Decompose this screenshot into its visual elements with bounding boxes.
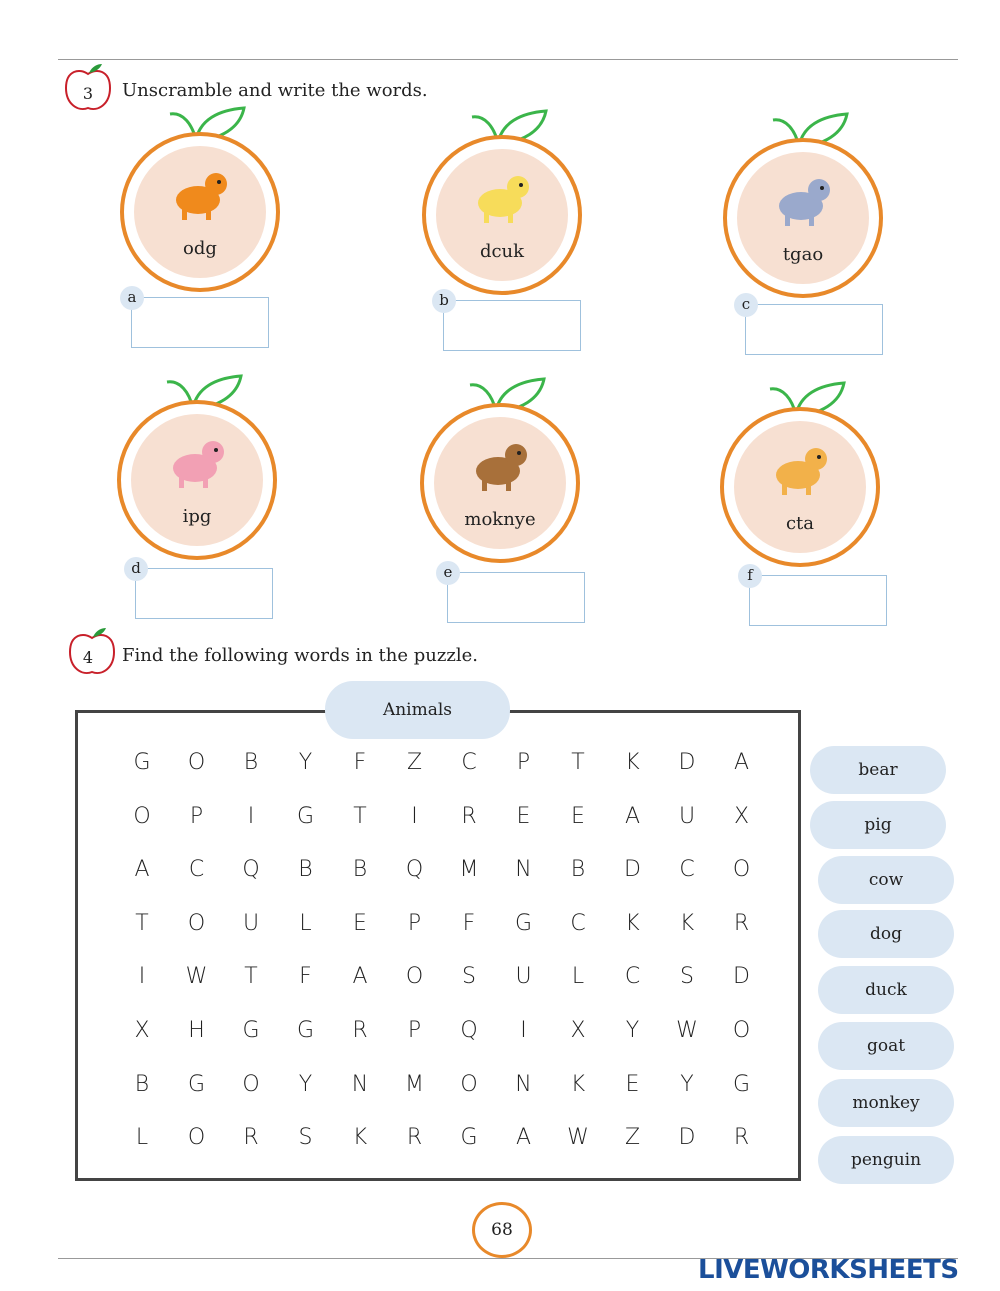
- grid-letter[interactable]: K: [679, 910, 695, 936]
- goat-icon: [773, 170, 833, 230]
- grid-letter[interactable]: O: [460, 1071, 478, 1097]
- duck-icon: [472, 167, 532, 227]
- answer-box-c[interactable]: [741, 295, 883, 355]
- grid-letter[interactable]: R: [243, 1125, 259, 1151]
- answer-label: b: [432, 289, 456, 313]
- grid-letter[interactable]: Z: [406, 750, 423, 775]
- grid-letter[interactable]: P: [189, 803, 204, 829]
- grid-letter[interactable]: B: [298, 857, 313, 883]
- animal-card: [120, 132, 280, 292]
- grid-letter[interactable]: G: [514, 910, 533, 936]
- scrambled-word: dcuk: [479, 241, 525, 262]
- grid-letter[interactable]: X: [134, 1018, 150, 1043]
- grid-letter[interactable]: E: [516, 803, 531, 829]
- grid-letter[interactable]: G: [296, 1018, 315, 1043]
- grid-letter[interactable]: P: [516, 750, 531, 775]
- grid-letter[interactable]: Y: [680, 1071, 694, 1097]
- animal-card: [720, 407, 880, 567]
- grid-letter[interactable]: A: [352, 964, 368, 990]
- grid-letter[interactable]: D: [678, 1125, 696, 1151]
- answer-label: c: [734, 293, 758, 317]
- grid-letter[interactable]: F: [299, 964, 312, 990]
- pig-icon: [167, 432, 227, 492]
- grid-letter[interactable]: E: [625, 1071, 640, 1097]
- grid-letter[interactable]: F: [353, 750, 367, 775]
- grid-letter[interactable]: R: [733, 1125, 750, 1151]
- scrambled-word: moknye: [464, 509, 536, 530]
- grid-letter[interactable]: T: [571, 750, 585, 775]
- grid-letter[interactable]: K: [570, 1071, 586, 1097]
- scrambled-word: cta: [785, 513, 815, 534]
- grid-letter[interactable]: B: [243, 750, 259, 775]
- answer-box-b[interactable]: [439, 291, 581, 351]
- answer-box-e[interactable]: [443, 563, 585, 623]
- grid-letter[interactable]: I: [247, 803, 255, 829]
- scrambled-word: tgao: [782, 244, 824, 265]
- answer-label: e: [436, 561, 460, 585]
- puzzle-title: Animals: [325, 681, 510, 739]
- grid-letter[interactable]: L: [299, 910, 312, 936]
- answer-box-f[interactable]: [747, 566, 887, 626]
- grid-letter[interactable]: G: [732, 1071, 751, 1097]
- cat-icon: [770, 439, 830, 499]
- liveworksheets-logo: LIVEWORKSHEETS: [698, 1255, 959, 1285]
- word-cow: cow: [818, 856, 954, 904]
- grid-letter[interactable]: O: [732, 857, 751, 883]
- scrambled-word: ipg: [182, 506, 212, 527]
- grid-letter[interactable]: Y: [625, 1018, 640, 1043]
- card-background: [134, 146, 266, 278]
- grid-letter[interactable]: Q: [460, 1018, 478, 1043]
- scrambled-word: odg: [183, 238, 217, 259]
- card-background: [734, 421, 866, 553]
- grid-letter[interactable]: X: [733, 803, 750, 829]
- grid-letter[interactable]: Y: [298, 1071, 313, 1097]
- grid-letter[interactable]: C: [679, 857, 695, 883]
- grid-letter[interactable]: A: [733, 750, 750, 775]
- grid-letter[interactable]: Q: [405, 857, 424, 883]
- grid-letter[interactable]: K: [625, 910, 640, 936]
- section-heading: Unscramble and write the words.: [122, 80, 428, 101]
- grid-letter[interactable]: B: [570, 857, 586, 883]
- grid-letter[interactable]: W: [567, 1125, 589, 1151]
- grid-letter[interactable]: K: [352, 1125, 368, 1151]
- grid-letter[interactable]: C: [188, 857, 205, 883]
- grid-letter[interactable]: B: [134, 1071, 150, 1097]
- monkey-icon: [470, 435, 530, 495]
- grid-letter[interactable]: Q: [242, 857, 260, 883]
- grid-letter[interactable]: X: [570, 1018, 586, 1043]
- animal-card: [422, 135, 582, 295]
- grid-letter[interactable]: W: [676, 1018, 698, 1043]
- grid-letter[interactable]: A: [515, 1125, 532, 1151]
- grid-letter[interactable]: O: [732, 1018, 751, 1043]
- grid-letter[interactable]: G: [133, 750, 151, 775]
- grid-letter[interactable]: H: [188, 1018, 205, 1043]
- grid-letter[interactable]: G: [460, 1125, 478, 1151]
- word-penguin: penguin: [818, 1136, 954, 1184]
- grid-letter[interactable]: U: [678, 803, 696, 829]
- grid-letter[interactable]: N: [351, 1071, 369, 1097]
- grid-letter[interactable]: N: [515, 1071, 532, 1097]
- grid-letter[interactable]: T: [353, 803, 367, 829]
- animal-card: [420, 403, 580, 563]
- grid-letter[interactable]: E: [571, 803, 585, 829]
- top-divider: [58, 59, 958, 60]
- answer-label: f: [738, 564, 762, 588]
- grid-letter[interactable]: R: [406, 1125, 423, 1151]
- grid-letter[interactable]: U: [242, 910, 260, 936]
- grid-letter[interactable]: A: [624, 803, 641, 829]
- grid-letter[interactable]: S: [680, 964, 694, 990]
- card-background: [131, 414, 263, 546]
- word-duck: duck: [818, 966, 954, 1014]
- word-goat: goat: [818, 1022, 954, 1070]
- grid-letter[interactable]: Z: [624, 1125, 641, 1151]
- answer-label: a: [120, 286, 144, 310]
- answer-box-a[interactable]: [127, 288, 269, 348]
- grid-letter[interactable]: P: [407, 910, 422, 936]
- grid-letter[interactable]: M: [459, 857, 479, 883]
- answer-label: d: [124, 557, 148, 581]
- grid-letter[interactable]: O: [187, 750, 206, 775]
- grid-letter[interactable]: O: [187, 1125, 206, 1151]
- grid-letter[interactable]: D: [624, 857, 641, 883]
- grid-letter[interactable]: G: [296, 803, 315, 829]
- grid-letter[interactable]: B: [352, 857, 368, 883]
- grid-letter[interactable]: U: [515, 964, 532, 990]
- grid-letter[interactable]: T: [244, 964, 258, 990]
- grid-letter[interactable]: S: [462, 964, 476, 990]
- section-heading: Find the following words in the puzzle.: [122, 645, 478, 666]
- grid-letter[interactable]: R: [352, 1018, 368, 1043]
- grid-letter[interactable]: I: [520, 1018, 527, 1043]
- grid-letter[interactable]: G: [187, 1071, 206, 1097]
- grid-letter[interactable]: K: [625, 750, 640, 775]
- card-background: [436, 149, 568, 281]
- word-monkey: monkey: [818, 1079, 954, 1127]
- grid-letter[interactable]: D: [678, 750, 696, 775]
- grid-letter[interactable]: O: [187, 910, 206, 936]
- section-number: 3: [82, 84, 94, 103]
- grid-letter[interactable]: O: [242, 1071, 260, 1097]
- grid-letter[interactable]: C: [624, 964, 641, 990]
- grid-letter[interactable]: R: [733, 910, 750, 936]
- word-search-grid: [75, 710, 801, 1181]
- animal-card: [723, 138, 883, 298]
- dog-icon: [170, 164, 230, 224]
- grid-letter[interactable]: L: [571, 964, 585, 990]
- word-pig: pig: [810, 801, 946, 849]
- grid-letter[interactable]: W: [185, 964, 208, 990]
- grid-letter[interactable]: R: [461, 803, 477, 829]
- card-background: [737, 152, 869, 284]
- grid-letter[interactable]: G: [242, 1018, 260, 1043]
- grid-letter[interactable]: L: [135, 1125, 149, 1151]
- grid-letter[interactable]: S: [298, 1125, 313, 1151]
- grid-letter[interactable]: C: [461, 750, 477, 775]
- grid-letter[interactable]: N: [515, 857, 532, 883]
- grid-letter[interactable]: O: [405, 964, 424, 990]
- word-bear: bear: [810, 746, 946, 794]
- animal-card: [117, 400, 277, 560]
- grid-letter[interactable]: Y: [298, 750, 313, 775]
- grid-letter[interactable]: I: [138, 964, 146, 990]
- grid-letter[interactable]: M: [405, 1071, 424, 1097]
- grid-letter[interactable]: I: [411, 803, 418, 829]
- grid-letter[interactable]: D: [733, 964, 750, 990]
- page-number: 68: [472, 1202, 532, 1258]
- grid-letter[interactable]: A: [134, 857, 150, 883]
- grid-letter[interactable]: P: [407, 1018, 422, 1043]
- word-dog: dog: [818, 910, 954, 958]
- grid-letter[interactable]: E: [353, 910, 367, 936]
- grid-letter[interactable]: O: [133, 803, 151, 829]
- section-number: 4: [82, 648, 94, 667]
- grid-letter[interactable]: F: [462, 910, 476, 936]
- card-background: [434, 417, 566, 549]
- grid-letter[interactable]: T: [135, 910, 149, 936]
- grid-letter[interactable]: C: [570, 910, 586, 936]
- answer-box-d[interactable]: [131, 559, 273, 619]
